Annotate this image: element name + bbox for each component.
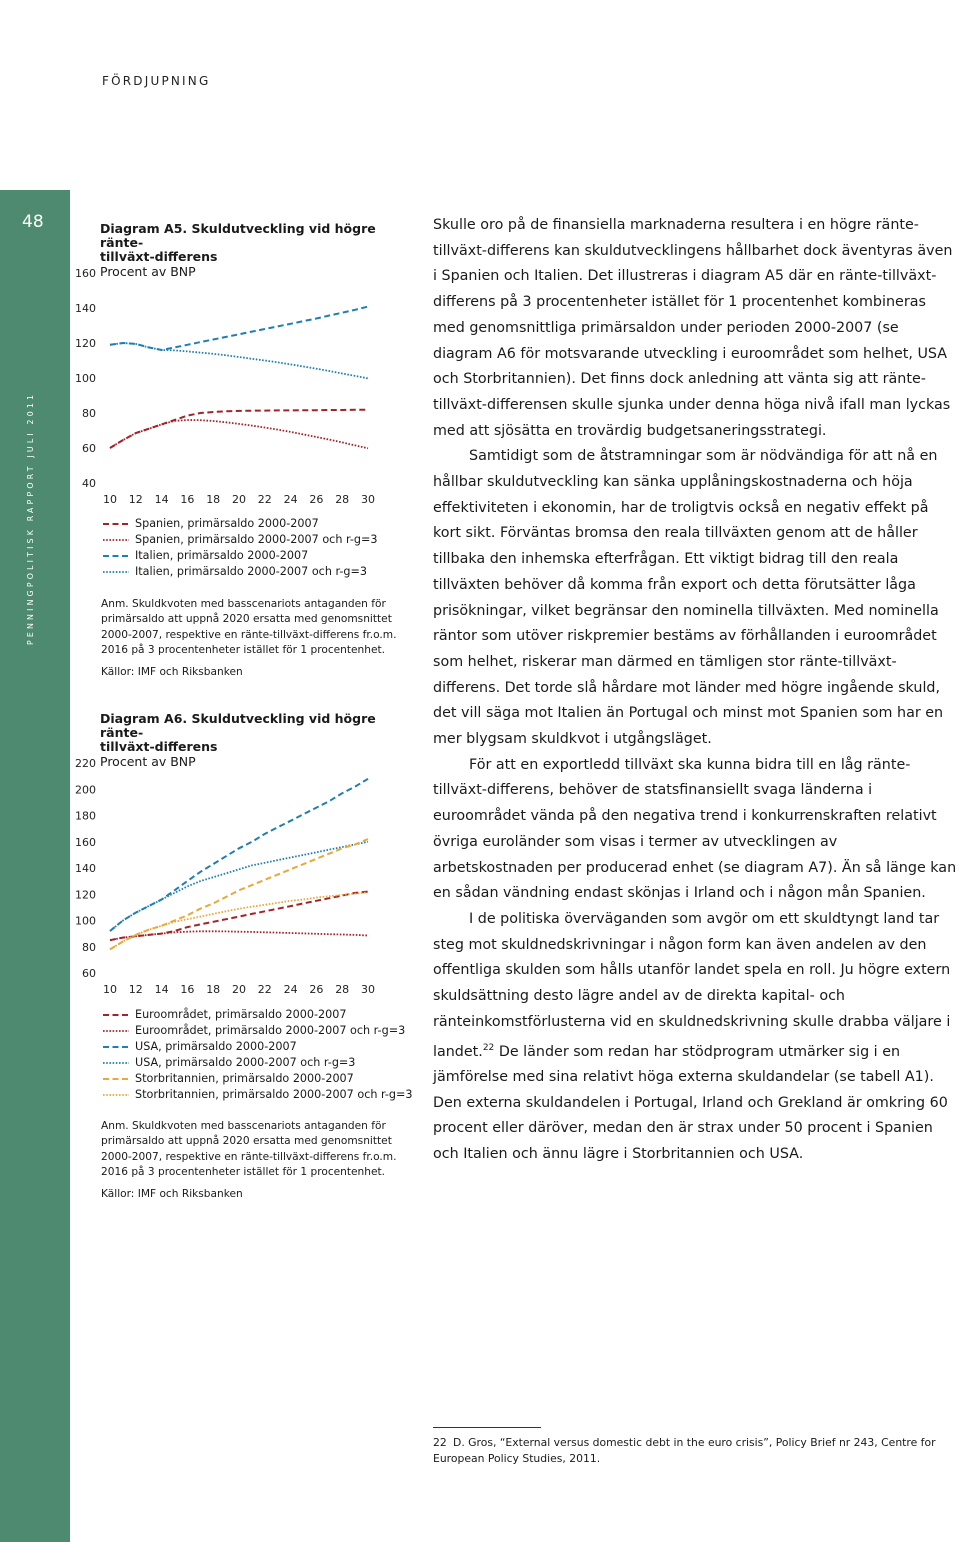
a6-x-tick-0: 10 <box>103 983 117 996</box>
footnote-text: D. Gros, “External versus domestic debt in the euro crisis”, Policy Brief nr 243, Centre for European Policy Studies, 2011. <box>433 1436 936 1465</box>
a6-x-tick-4: 18 <box>206 983 221 996</box>
a6-legend-item-4 <box>103 1071 413 1087</box>
a6-note-line-2: 2000-2007, respektive en ränte-tillväxt-differens fr.o.m. <box>101 1150 397 1163</box>
diagram-a6-title-line2: tillväxt-differens <box>100 739 218 754</box>
a6-x-tick-2: 14 <box>154 983 169 996</box>
a5-x-tick-4: 18 <box>206 493 221 506</box>
a6-x-tick-6: 22 <box>257 983 272 996</box>
a5-x-tick-9: 28 <box>335 493 350 506</box>
a6-legend-item-0 <box>103 1007 413 1023</box>
a5-legend-label-2: Italien, primärsaldo 2000-2007 <box>135 549 309 562</box>
a5-legend-swatch-2 <box>103 553 129 559</box>
a5-note-line-1: primärsaldo att uppnå 2020 ersatta med genomsnittet <box>101 613 392 626</box>
a5-legend-item-2 <box>103 548 378 564</box>
a6-legend-swatch-0 <box>103 1012 129 1018</box>
a6-note-line-1: primärsaldo att uppnå 2020 ersatta med genomsnittet <box>101 1135 392 1148</box>
paragraph-2: Samtidigt som de åtstramningar som är nödvändiga för att nå en hållbar skuldutveckling kan sänka upplåningskostnaderna och höja effektiviteten i ekonomin, har de troligtvis också en negativ effekt på kort sikt. Förväntas bromsa den reala tillväxten genom att de håller tillbaka den inhemska efterfrågan. Ett viktigt bidrag till den reala tillväxten behöver då komma från export och detta förutsätter låga prisökningar, vilket begränsar den nominella tillväxten. Med nominella räntor som utöver riskpremier bestäms av förhållanden i euroområdet som helhet, riskerar man därmed en tämligen stor ränte-tillväxt-differens. Det torde slå hårdare mot länder med högre ingående skuld, det vill säga mot Italien än Portugal och minst mot Spanien som har en mer blygsam skuldkvot i utgångsläget. <box>433 448 944 748</box>
a6-y-tick-2: 100 <box>75 914 96 928</box>
a6-legend-item-3 <box>103 1055 413 1071</box>
a5-legend-label-1: Spanien, primärsaldo 2000-2007 och r-g=3 <box>135 533 378 546</box>
a5-note-line-0: Anm. Skuldkvoten med basscenariots antaganden för <box>101 598 386 610</box>
paragraph-4-tail: De länder som redan har stödprogram utmärker sig i en jämförelse med sina relativt höga externa skuldandelar (se tabell A1). Den externa skuldandelen i Portugal, Irland och Grekland är omkring 60 procent eller däröver, medan den är strax under 50 procent i Spanien och Italien och ännu lägre i Storbritannien och USA. <box>433 1043 948 1163</box>
a5-x-tick-0: 10 <box>103 493 117 506</box>
a6-note-line-0: Anm. Skuldkvoten med basscenariots antaganden för <box>101 1120 386 1132</box>
diagram-a6-note <box>101 1119 401 1202</box>
a5-note-line-3: 2016 på 3 procentenheter istället för 1 procentenhet. <box>101 643 386 656</box>
a6-y-tick-3: 120 <box>75 888 96 902</box>
a6-legend-label-0: Euroområdet, primärsaldo 2000-2007 <box>135 1008 347 1021</box>
a6-y-tick-0: 60 <box>82 967 96 980</box>
diagram-a6-chart <box>70 755 390 1005</box>
paragraph-4 <box>433 907 958 1168</box>
diagram-a5-chart <box>70 265 390 515</box>
a5-x-tick-2: 14 <box>154 493 169 506</box>
a6-x-tick-3: 16 <box>180 983 195 996</box>
publication-label: PENNINGPOLITISK RAPPORT JULI 2011 <box>26 391 35 645</box>
a6-series-1-line <box>110 931 368 940</box>
a6-series-2-line <box>110 779 368 931</box>
body-text <box>433 213 958 1168</box>
a6-x-tick-5: 20 <box>232 983 246 996</box>
page-number: 48 <box>22 212 44 232</box>
a5-legend-item-3 <box>103 564 378 580</box>
a5-x-tick-10: 30 <box>361 493 375 506</box>
a5-y-tick-1: 60 <box>82 442 96 455</box>
footnote-divider <box>433 1427 541 1428</box>
a6-legend-swatch-4 <box>103 1076 129 1082</box>
a5-sources: Källor: IMF och Riksbanken <box>101 666 243 679</box>
a6-series-4-line <box>110 839 368 949</box>
a6-legend-item-5 <box>103 1087 413 1103</box>
footnote-number: 22 <box>433 1436 447 1449</box>
a6-y-tick-4: 140 <box>75 862 96 875</box>
a6-legend-item-2 <box>103 1039 413 1055</box>
footnote <box>433 1435 953 1467</box>
a5-legend-item-1 <box>103 532 378 548</box>
a6-x-tick-9: 28 <box>335 983 350 996</box>
a5-x-tick-6: 22 <box>257 493 272 506</box>
diagram-a5-title-line1: Diagram A5. Skuldutveckling vid högre ränte- <box>100 221 376 250</box>
a6-y-tick-1: 80 <box>82 940 96 954</box>
diagram-a5-legend <box>103 516 378 580</box>
a5-legend-label-3: Italien, primärsaldo 2000-2007 och r-g=3 <box>135 565 367 578</box>
a5-y-tick-6: 160 <box>75 267 96 280</box>
diagram-a5-title-line2: tillväxt-differens <box>100 249 218 264</box>
a5-series-3-line <box>110 343 368 378</box>
a5-legend-swatch-1 <box>103 537 129 543</box>
footnote-ref[interactable]: 22 <box>482 1042 495 1053</box>
a6-legend-swatch-3 <box>103 1060 129 1066</box>
a6-legend-label-2: USA, primärsaldo 2000-2007 <box>135 1040 297 1053</box>
a6-series-5-line <box>110 892 368 949</box>
diagram-a6-legend <box>103 1007 413 1103</box>
a6-y-tick-6: 180 <box>75 809 96 823</box>
a5-legend-item-0 <box>103 516 378 532</box>
paragraph-1: Skulle oro på de finansiella marknaderna resultera i en högre ränte-tillväxt-differens kan skuldutvecklingens hållbarhet dock äventyras även i Spanien och Italien. Det illustreras i diagram A5 där en ränte-tillväxt-differens på 3 procentenheter istället för 1 procentenhet kombineras med genomsnittliga primärsaldon under perioden 2000-2007 (se diagram A6 för motsvarande utveckling i euroområdet som helhet, USA och Storbritannien). Det finns dock anledning att vänta sig att ränte-tillväxt-differensen skulle sjunka under denna höga nivå ifall man lyckas med att sjösätta en trovärdig budgetsaneringsstrategi. <box>433 217 953 439</box>
a5-legend-label-0: Spanien, primärsaldo 2000-2007 <box>135 517 319 530</box>
a6-legend-label-4: Storbritannien, primärsaldo 2000-2007 <box>135 1072 354 1085</box>
a5-series-1-line <box>110 420 368 448</box>
a5-series-2-line <box>110 307 368 350</box>
paragraph-3: För att en exportledd tillväxt ska kunna bidra till en låg ränte-tillväxt-differens, behöver de statsfinansiellt svaga länderna i euroområdet vända på den negativa trend i konkurrenskraften relativt övriga euroländer som visas i termer av utvecklingen av arbetskostnaden per producerad enhet (se diagram A7). Än så länge kan en sådan vändning endast skönjas i Irland och i någon mån Spanien. <box>433 756 957 902</box>
a6-y-tick-7: 200 <box>75 783 96 797</box>
a6-legend-item-1 <box>103 1023 413 1039</box>
section-rubric: FÖRDJUPNING <box>102 74 211 88</box>
a5-y-tick-3: 100 <box>75 372 96 385</box>
a5-x-tick-5: 20 <box>232 493 246 506</box>
a5-x-tick-8: 26 <box>309 493 324 506</box>
a5-x-tick-3: 16 <box>180 493 195 506</box>
a6-legend-label-1: Euroområdet, primärsaldo 2000-2007 och r-g=3 <box>135 1024 406 1037</box>
a5-y-tick-4: 120 <box>75 337 96 350</box>
diagram-a6-subtitle: Procent av BNP <box>100 754 196 769</box>
a6-legend-swatch-5 <box>103 1092 129 1098</box>
side-bar <box>0 190 70 1542</box>
a6-x-tick-10: 30 <box>361 983 375 996</box>
a6-x-tick-8: 26 <box>309 983 324 996</box>
a6-x-tick-1: 12 <box>128 983 143 996</box>
a6-legend-label-5: Storbritannien, primärsaldo 2000-2007 och r-g=3 <box>135 1088 413 1101</box>
a5-legend-swatch-0 <box>103 521 129 527</box>
a6-note-line-3: 2016 på 3 procentenheter istället för 1 procentenhet. <box>101 1165 386 1178</box>
a6-legend-swatch-1 <box>103 1028 129 1034</box>
a5-legend-swatch-3 <box>103 569 129 575</box>
a6-x-tick-7: 24 <box>283 983 298 996</box>
a6-sources: Källor: IMF och Riksbanken <box>101 1188 243 1201</box>
a6-y-tick-8: 220 <box>75 757 96 770</box>
a5-x-tick-7: 24 <box>283 493 298 506</box>
a5-series-0-line <box>110 410 368 448</box>
a5-y-tick-5: 140 <box>75 302 96 315</box>
paragraph-4-text: I de politiska överväganden som avgör om ett skuldtyngt land tar steg mot skuldnedskrivningar i någon form kan även andelen av den offentliga skulden som hålls utanför landet spela en roll. Ju högre extern skuldsättning desto lägre andel av de direkta kapital- och ränteinkomstförlusterna vid en skuldnedskrivning skulle drabba väljare i landet. <box>433 910 951 1060</box>
a5-x-tick-1: 12 <box>128 493 143 506</box>
a5-note-line-2: 2000-2007, respektive en ränte-tillväxt-differens fr.o.m. <box>101 628 397 641</box>
diagram-a6-title-line1: Diagram A6. Skuldutveckling vid högre ränte- <box>100 711 376 740</box>
a6-legend-label-3: USA, primärsaldo 2000-2007 och r-g=3 <box>135 1056 356 1069</box>
a6-series-3-line <box>110 842 368 931</box>
a6-y-tick-5: 160 <box>75 835 96 849</box>
a5-y-tick-2: 80 <box>82 407 96 420</box>
diagram-a5-subtitle: Procent av BNP <box>100 264 196 279</box>
a5-y-tick-0: 40 <box>82 477 96 490</box>
a6-series-0-line <box>110 892 368 941</box>
diagram-a5-note <box>101 597 401 680</box>
a6-legend-swatch-2 <box>103 1044 129 1050</box>
